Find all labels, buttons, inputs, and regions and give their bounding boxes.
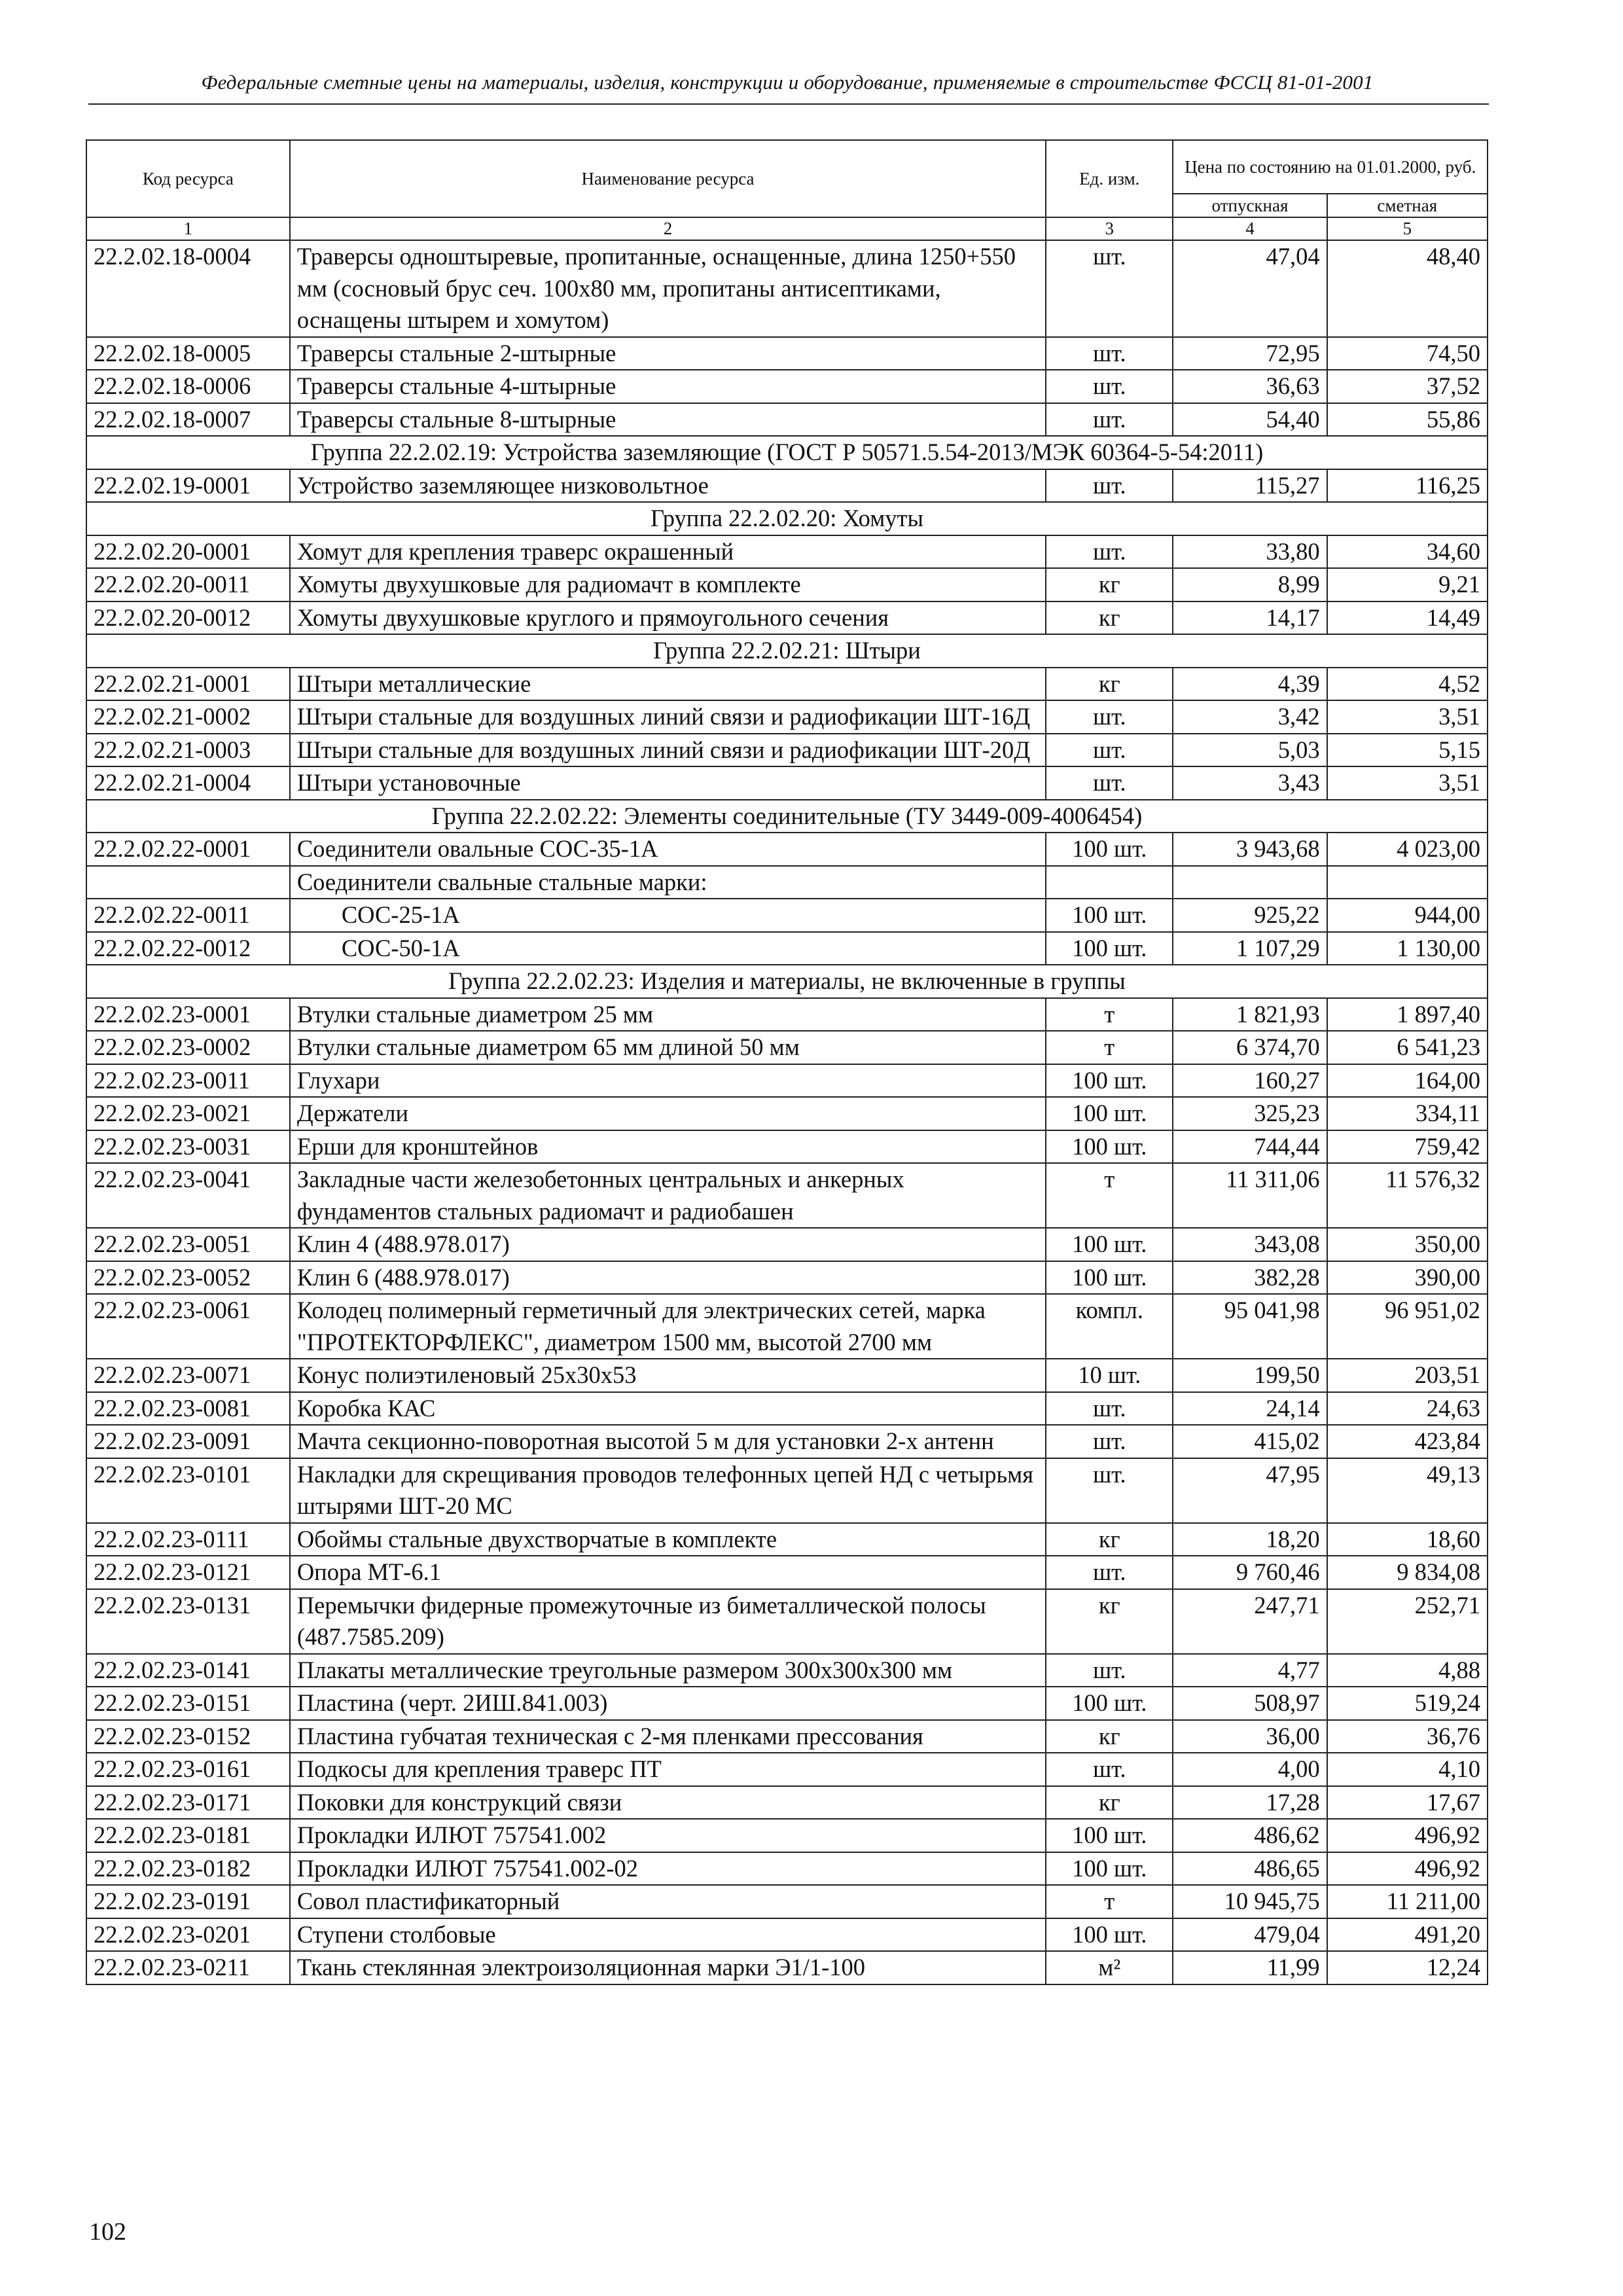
release-price: 325,23	[1173, 1097, 1327, 1130]
unit: шт.	[1046, 766, 1173, 800]
unit: кг	[1046, 1720, 1173, 1753]
estimate-price: 34,60	[1327, 535, 1488, 569]
table-row	[86, 1359, 1488, 1392]
table-row	[86, 1031, 1488, 1064]
release-price: 486,65	[1173, 1852, 1327, 1886]
release-price: 54,40	[1173, 403, 1327, 437]
header-name: Наименование ресурса	[290, 140, 1046, 217]
unit: 100 шт.	[1046, 932, 1173, 965]
release-price: 508,97	[1173, 1687, 1327, 1720]
resource-name: Хомуты двухушковые для радиомачт в комплекте	[290, 568, 1046, 601]
table-row	[86, 1720, 1488, 1753]
resource-name: Траверсы одноштыревые, пропитанные, оснащенные, длина 1250+550 мм (сосновый брус сеч. 100х80 мм, пропитаны антисептиками, оснащены штырем и хомутом)	[290, 240, 1046, 337]
release-price: 10 945,75	[1173, 1885, 1327, 1918]
release-price: 36,00	[1173, 1720, 1327, 1753]
table-row	[86, 1228, 1488, 1261]
resource-code: 22.2.02.23-0041	[86, 1163, 290, 1228]
resource-name: Подкосы для крепления траверс ПТ	[290, 1753, 1046, 1786]
resource-name: Штыри стальные для воздушных линий связи и радиофикации ШТ-16Д	[290, 700, 1046, 734]
estimate-price: 1 897,40	[1327, 998, 1488, 1031]
unit: 100 шт.	[1046, 1918, 1173, 1952]
unit: 100 шт.	[1046, 833, 1173, 866]
release-price: 17,28	[1173, 1786, 1327, 1820]
estimate-price	[1327, 866, 1488, 899]
unit: 100 шт.	[1046, 1130, 1173, 1164]
resource-name: Штыри установочные	[290, 766, 1046, 800]
unit: кг	[1046, 1589, 1173, 1654]
unit: шт.	[1046, 734, 1173, 767]
unit: кг	[1046, 601, 1173, 635]
unit: шт.	[1046, 1458, 1173, 1523]
resource-name: Ерши для кронштейнов	[290, 1130, 1046, 1164]
release-price: 95 041,98	[1173, 1294, 1327, 1359]
table-row	[86, 403, 1488, 437]
release-price: 247,71	[1173, 1589, 1327, 1654]
resource-name: СОС-25-1А	[290, 899, 1046, 932]
resource-code: 22.2.02.23-0091	[86, 1425, 290, 1458]
unit: шт.	[1046, 403, 1173, 437]
estimate-price: 496,92	[1327, 1852, 1488, 1886]
table-row	[86, 668, 1488, 701]
resource-code	[86, 866, 290, 899]
resource-code: 22.2.02.23-0182	[86, 1852, 290, 1886]
table-head	[86, 140, 1488, 240]
resource-name: Перемычки фидерные промежуточные из биметаллической полосы (487.7585.209)	[290, 1589, 1046, 1654]
resource-name: Колодец полимерный герметичный для электрических сетей, марка "ПРОТЕКТОРФЛЕКС", диаметром 1500 мм, высотой 2700 мм	[290, 1294, 1046, 1359]
resource-code: 22.2.02.19-0001	[86, 469, 290, 503]
resource-name: Ткань стеклянная электроизоляционная марки Э1/1-100	[290, 1951, 1046, 1984]
header-unit: Ед. изм.	[1046, 140, 1173, 217]
estimate-price: 203,51	[1327, 1359, 1488, 1392]
release-price: 33,80	[1173, 535, 1327, 569]
estimate-price: 6 541,23	[1327, 1031, 1488, 1064]
resource-name: Штыри металлические	[290, 668, 1046, 701]
unit: шт.	[1046, 535, 1173, 569]
resource-code: 22.2.02.23-0052	[86, 1261, 290, 1295]
group-header-row	[86, 800, 1488, 833]
table-row	[86, 370, 1488, 403]
unit: т	[1046, 1031, 1173, 1064]
resource-name: Соединители овальные СОС-35-1А	[290, 833, 1046, 866]
estimate-price: 252,71	[1327, 1589, 1488, 1654]
release-price: 382,28	[1173, 1261, 1327, 1295]
resource-code: 22.2.02.20-0001	[86, 535, 290, 569]
release-price: 160,27	[1173, 1064, 1327, 1098]
release-price: 14,17	[1173, 601, 1327, 635]
release-price: 36,63	[1173, 370, 1327, 403]
release-price: 1 821,93	[1173, 998, 1327, 1031]
resource-code: 22.2.02.22-0011	[86, 899, 290, 932]
table-row	[86, 932, 1488, 965]
estimate-price: 37,52	[1327, 370, 1488, 403]
resource-code: 22.2.02.23-0161	[86, 1753, 290, 1786]
resource-name: Клин 6 (488.978.017)	[290, 1261, 1046, 1295]
page-number: 102	[89, 2218, 126, 2246]
unit	[1046, 866, 1173, 899]
unit: шт.	[1046, 469, 1173, 503]
column-number: 4	[1173, 217, 1327, 240]
resource-code: 22.2.02.23-0011	[86, 1064, 290, 1098]
group-title: Группа 22.2.02.19: Устройства заземляющие (ГОСТ Р 50571.5.54-2013/МЭК 60364-5-54:2011)	[86, 436, 1488, 469]
unit: кг	[1046, 668, 1173, 701]
resource-name: Мачта секционно-поворотная высотой 5 м для установки 2-х антенн	[290, 1425, 1046, 1458]
resource-code: 22.2.02.21-0003	[86, 734, 290, 767]
resource-name: Накладки для скрещивания проводов телефонных цепей НД с четырьмя штырями ШТ-20 МС	[290, 1458, 1046, 1523]
running-header: Федеральные сметные цены на материалы, изделия, конструкции и оборудование, применяемые в строительстве ФССЦ 81-01-2001	[201, 71, 1374, 94]
release-price: 925,22	[1173, 899, 1327, 932]
unit: 100 шт.	[1046, 1687, 1173, 1720]
release-price: 343,08	[1173, 1228, 1327, 1261]
resource-name: Закладные части железобетонных центральных и анкерных фундаментов стальных радиомачт и радиобашен	[290, 1163, 1046, 1228]
group-header-row	[86, 502, 1488, 535]
resource-code: 22.2.02.18-0005	[86, 337, 290, 370]
table-row	[86, 1687, 1488, 1720]
header-rule	[88, 103, 1489, 105]
table-row	[86, 766, 1488, 800]
table-row	[86, 469, 1488, 503]
unit: т	[1046, 998, 1173, 1031]
resource-code: 22.2.02.23-0191	[86, 1885, 290, 1918]
estimate-price: 74,50	[1327, 337, 1488, 370]
resource-code: 22.2.02.23-0071	[86, 1359, 290, 1392]
estimate-price: 12,24	[1327, 1951, 1488, 1984]
resource-name: Поковки для конструкций связи	[290, 1786, 1046, 1820]
table-row	[86, 1852, 1488, 1886]
unit: компл.	[1046, 1294, 1173, 1359]
estimate-price: 759,42	[1327, 1130, 1488, 1164]
resource-name: Хомут для крепления траверс окрашенный	[290, 535, 1046, 569]
table-row	[86, 1523, 1488, 1556]
estimate-price: 96 951,02	[1327, 1294, 1488, 1359]
resource-name: Хомуты двухушковые круглого и прямоугольного сечения	[290, 601, 1046, 635]
table-row	[86, 535, 1488, 569]
resource-code: 22.2.02.22-0001	[86, 833, 290, 866]
unit: 100 шт.	[1046, 1819, 1173, 1852]
unit: 100 шт.	[1046, 1064, 1173, 1098]
release-price: 199,50	[1173, 1359, 1327, 1392]
unit: т	[1046, 1885, 1173, 1918]
resource-code: 22.2.02.23-0031	[86, 1130, 290, 1164]
estimate-price: 55,86	[1327, 403, 1488, 437]
table-row	[86, 1885, 1488, 1918]
resource-code: 22.2.02.23-0131	[86, 1589, 290, 1654]
resource-code: 22.2.02.21-0004	[86, 766, 290, 800]
group-header-row	[86, 634, 1488, 668]
table-row	[86, 1951, 1488, 1984]
resource-name: Держатели	[290, 1097, 1046, 1130]
table-row	[86, 1918, 1488, 1952]
resource-code: 22.2.02.23-0181	[86, 1819, 290, 1852]
resource-code: 22.2.02.23-0201	[86, 1918, 290, 1952]
estimate-price: 48,40	[1327, 240, 1488, 337]
estimate-price: 519,24	[1327, 1687, 1488, 1720]
estimate-price: 3,51	[1327, 700, 1488, 734]
header-code: Код ресурса	[86, 140, 290, 217]
release-price: 47,95	[1173, 1458, 1327, 1523]
estimate-price: 9 834,08	[1327, 1556, 1488, 1589]
group-title: Группа 22.2.02.23: Изделия и материалы, не включенные в группы	[86, 965, 1488, 998]
unit: кг	[1046, 568, 1173, 601]
resource-code: 22.2.02.23-0151	[86, 1687, 290, 1720]
header-release-price: отпускная	[1173, 194, 1327, 217]
estimate-price: 164,00	[1327, 1064, 1488, 1098]
table-row	[86, 1097, 1488, 1130]
release-price: 18,20	[1173, 1523, 1327, 1556]
estimate-price: 116,25	[1327, 469, 1488, 503]
release-price: 5,03	[1173, 734, 1327, 767]
resource-code: 22.2.02.23-0101	[86, 1458, 290, 1523]
group-title: Группа 22.2.02.22: Элементы соединительные (ТУ 3449-009-4006454)	[86, 800, 1488, 833]
table-body	[86, 240, 1488, 1984]
column-number: 5	[1327, 217, 1488, 240]
release-price: 47,04	[1173, 240, 1327, 337]
column-number: 2	[290, 217, 1046, 240]
table-row	[86, 1064, 1488, 1098]
estimate-price: 18,60	[1327, 1523, 1488, 1556]
estimate-price: 11 576,32	[1327, 1163, 1488, 1228]
table-row	[86, 240, 1488, 337]
resource-name: Опора МТ-6.1	[290, 1556, 1046, 1589]
estimate-price: 11 211,00	[1327, 1885, 1488, 1918]
estimate-price: 944,00	[1327, 899, 1488, 932]
unit: кг	[1046, 1786, 1173, 1820]
release-price: 24,14	[1173, 1392, 1327, 1426]
unit: шт.	[1046, 1392, 1173, 1426]
resource-code: 22.2.02.22-0012	[86, 932, 290, 965]
table-row	[86, 734, 1488, 767]
release-price: 115,27	[1173, 469, 1327, 503]
resource-name: Коробка КАС	[290, 1392, 1046, 1426]
table-row	[86, 998, 1488, 1031]
resource-code: 22.2.02.23-0081	[86, 1392, 290, 1426]
table-row	[86, 1425, 1488, 1458]
unit: шт.	[1046, 1753, 1173, 1786]
table-row	[86, 337, 1488, 370]
group-header-row	[86, 965, 1488, 998]
resource-name: Прокладки ИЛЮТ 757541.002-02	[290, 1852, 1046, 1886]
table-row	[86, 1392, 1488, 1426]
release-price: 479,04	[1173, 1918, 1327, 1952]
unit: 100 шт.	[1046, 899, 1173, 932]
resource-code: 22.2.02.18-0007	[86, 403, 290, 437]
release-price: 11 311,06	[1173, 1163, 1327, 1228]
resource-name: Устройство заземляющее низковольтное	[290, 469, 1046, 503]
table-row	[86, 1163, 1488, 1228]
table-row	[86, 1753, 1488, 1786]
release-price: 3,42	[1173, 700, 1327, 734]
unit: шт.	[1046, 240, 1173, 337]
release-price: 9 760,46	[1173, 1556, 1327, 1589]
resource-code: 22.2.02.20-0012	[86, 601, 290, 635]
estimate-price: 36,76	[1327, 1720, 1488, 1753]
resource-name: Траверсы стальные 2-штырные	[290, 337, 1046, 370]
unit: 100 шт.	[1046, 1261, 1173, 1295]
table-row	[86, 1130, 1488, 1164]
table-row	[86, 1458, 1488, 1523]
table-row	[86, 700, 1488, 734]
release-price: 6 374,70	[1173, 1031, 1327, 1064]
estimate-price: 9,21	[1327, 568, 1488, 601]
resource-name: Пластина (черт. 2ИШ.841.003)	[290, 1687, 1046, 1720]
estimate-price: 5,15	[1327, 734, 1488, 767]
resource-name: Ступени столбовые	[290, 1918, 1046, 1952]
resource-code: 22.2.02.23-0001	[86, 998, 290, 1031]
resource-name: Прокладки ИЛЮТ 757541.002	[290, 1819, 1046, 1852]
resource-name: Клин 4 (488.978.017)	[290, 1228, 1046, 1261]
unit: 100 шт.	[1046, 1852, 1173, 1886]
table-row	[86, 866, 1488, 899]
release-price: 486,62	[1173, 1819, 1327, 1852]
unit: 10 шт.	[1046, 1359, 1173, 1392]
estimate-price: 24,63	[1327, 1392, 1488, 1426]
estimate-price: 3,51	[1327, 766, 1488, 800]
resource-code: 22.2.02.23-0021	[86, 1097, 290, 1130]
unit: шт.	[1046, 370, 1173, 403]
unit: 100 шт.	[1046, 1097, 1173, 1130]
resource-code: 22.2.02.23-0171	[86, 1786, 290, 1820]
resource-code: 22.2.02.18-0004	[86, 240, 290, 337]
column-number: 3	[1046, 217, 1173, 240]
unit: шт.	[1046, 1654, 1173, 1687]
resource-code: 22.2.02.23-0061	[86, 1294, 290, 1359]
resource-name: Совол пластификаторный	[290, 1885, 1046, 1918]
unit: кг	[1046, 1523, 1173, 1556]
resource-code: 22.2.02.20-0011	[86, 568, 290, 601]
resource-code: 22.2.02.18-0006	[86, 370, 290, 403]
resource-code: 22.2.02.23-0141	[86, 1654, 290, 1687]
group-title: Группа 22.2.02.21: Штыри	[86, 634, 1488, 668]
price-table	[86, 139, 1488, 1985]
release-price: 415,02	[1173, 1425, 1327, 1458]
estimate-price: 49,13	[1327, 1458, 1488, 1523]
unit: шт.	[1046, 337, 1173, 370]
release-price: 72,95	[1173, 337, 1327, 370]
resource-name: Траверсы стальные 4-штырные	[290, 370, 1046, 403]
resource-name: Траверсы стальные 8-штырные	[290, 403, 1046, 437]
release-price: 3 943,68	[1173, 833, 1327, 866]
table-row	[86, 1589, 1488, 1654]
group-header-row	[86, 436, 1488, 469]
unit: 100 шт.	[1046, 1228, 1173, 1261]
unit: т	[1046, 1163, 1173, 1228]
resource-name: Соединители свальные стальные марки:	[290, 866, 1046, 899]
estimate-price: 491,20	[1327, 1918, 1488, 1952]
estimate-price: 4 023,00	[1327, 833, 1488, 866]
resource-code: 22.2.02.23-0111	[86, 1523, 290, 1556]
resource-name: Пластина губчатая техническая с 2-мя пленками прессования	[290, 1720, 1046, 1753]
estimate-price: 4,88	[1327, 1654, 1488, 1687]
release-price: 11,99	[1173, 1951, 1327, 1984]
release-price: 744,44	[1173, 1130, 1327, 1164]
resource-name: Плакаты металлические треугольные размером 300х300х300 мм	[290, 1654, 1046, 1687]
release-price: 4,39	[1173, 668, 1327, 701]
estimate-price: 14,49	[1327, 601, 1488, 635]
resource-code: 22.2.02.23-0051	[86, 1228, 290, 1261]
table-row	[86, 568, 1488, 601]
unit: шт.	[1046, 700, 1173, 734]
estimate-price: 1 130,00	[1327, 932, 1488, 965]
resource-name: Втулки стальные диаметром 65 мм длиной 50 мм	[290, 1031, 1046, 1064]
table-row	[86, 899, 1488, 932]
resource-code: 22.2.02.23-0002	[86, 1031, 290, 1064]
table-row	[86, 1819, 1488, 1852]
table-row	[86, 833, 1488, 866]
table-row	[86, 1654, 1488, 1687]
estimate-price: 423,84	[1327, 1425, 1488, 1458]
column-number: 1	[86, 217, 290, 240]
estimate-price: 4,10	[1327, 1753, 1488, 1786]
release-price: 3,43	[1173, 766, 1327, 800]
estimate-price: 496,92	[1327, 1819, 1488, 1852]
group-title: Группа 22.2.02.20: Хомуты	[86, 502, 1488, 535]
resource-code: 22.2.02.21-0002	[86, 700, 290, 734]
resource-code: 22.2.02.23-0152	[86, 1720, 290, 1753]
resource-name: Глухари	[290, 1064, 1046, 1098]
unit: м²	[1046, 1951, 1173, 1984]
header-estimate-price: сметная	[1327, 194, 1488, 217]
resource-code: 22.2.02.21-0001	[86, 668, 290, 701]
unit: шт.	[1046, 1425, 1173, 1458]
estimate-price: 4,52	[1327, 668, 1488, 701]
release-price: 4,00	[1173, 1753, 1327, 1786]
resource-name: Штыри стальные для воздушных линий связи и радиофикации ШТ-20Д	[290, 734, 1046, 767]
table-row	[86, 1294, 1488, 1359]
estimate-price: 390,00	[1327, 1261, 1488, 1295]
resource-name: Обоймы стальные двухстворчатые в комплекте	[290, 1523, 1046, 1556]
estimate-price: 17,67	[1327, 1786, 1488, 1820]
resource-code: 22.2.02.23-0211	[86, 1951, 290, 1984]
release-price: 1 107,29	[1173, 932, 1327, 965]
table-row	[86, 1786, 1488, 1820]
resource-name: СОС-50-1А	[290, 932, 1046, 965]
resource-name: Конус полиэтиленовый 25х30х53	[290, 1359, 1046, 1392]
table-row	[86, 1556, 1488, 1589]
table-row	[86, 601, 1488, 635]
release-price: 4,77	[1173, 1654, 1327, 1687]
resource-code: 22.2.02.23-0121	[86, 1556, 290, 1589]
unit: шт.	[1046, 1556, 1173, 1589]
estimate-price: 334,11	[1327, 1097, 1488, 1130]
resource-name: Втулки стальные диаметром 25 мм	[290, 998, 1046, 1031]
release-price: 8,99	[1173, 568, 1327, 601]
header-price-group: Цена по состоянию на 01.01.2000, руб.	[1173, 140, 1488, 194]
estimate-price: 350,00	[1327, 1228, 1488, 1261]
release-price	[1173, 866, 1327, 899]
table-row	[86, 1261, 1488, 1295]
